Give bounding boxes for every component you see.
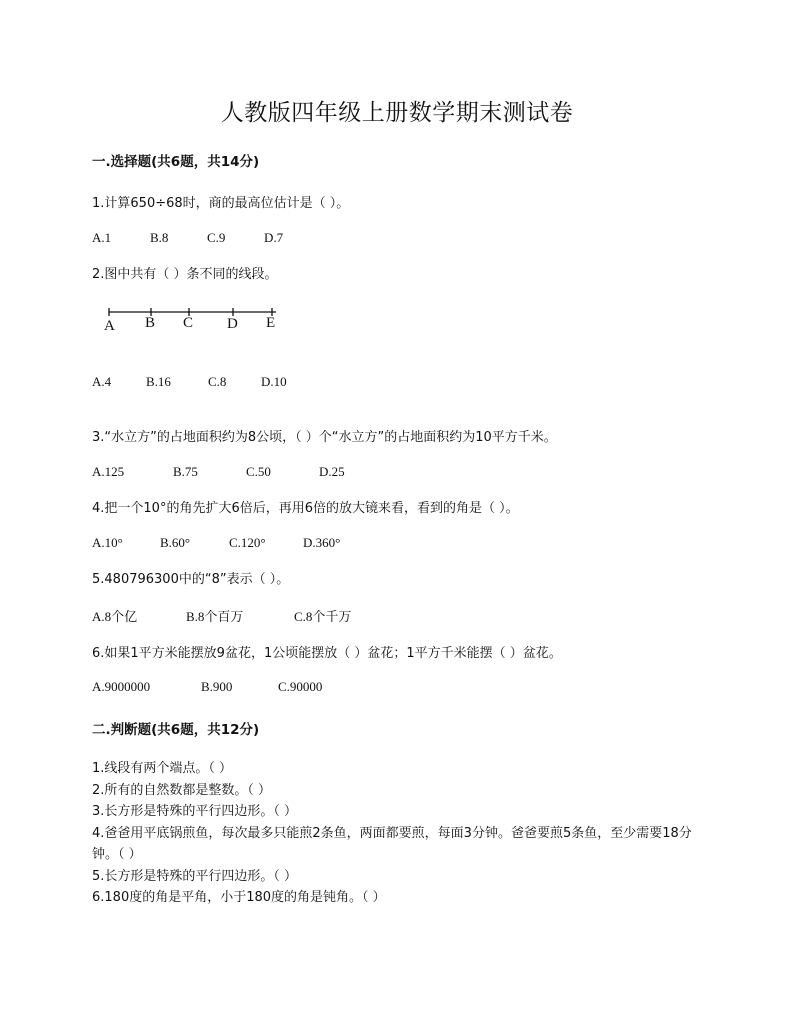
page-title: 人教版四年级上册数学期末测试卷 [220,100,574,126]
segment-label-c: C [183,315,194,331]
option: C.50 [246,464,271,479]
question-1-options [92,230,283,246]
option: B.8 [150,230,169,245]
option: C.8 [208,374,227,389]
judge-item: 2.所有的自然数都是整数。（ ） [92,782,272,798]
option: C.120° [229,535,266,550]
option: B.900 [201,679,233,694]
question-5: 5.480796300中的“8”表示（ ）。 [92,572,290,587]
segment-label-a: A [104,318,115,334]
option: B.8个百万 [186,609,244,624]
option: C.90000 [278,679,323,694]
question-4: 4.把一个10°的角先扩大6倍后，再用6倍的放大镜来看，看到的角是（ ）。 [92,501,519,516]
question-4-options [92,535,340,551]
question-1: 1.计算650÷68时，商的最高位估计是（ ）。 [92,196,350,211]
question-6-options [92,679,322,695]
option: A.10° [92,535,123,550]
option: B.75 [173,464,198,479]
option: A.8个亿 [92,609,138,624]
judge-list [92,758,702,909]
section-heading-choice: 一.选择题(共6题，共14分) [92,154,260,170]
option: C.8个千万 [294,609,352,624]
option: D.25 [319,464,345,479]
option: A.125 [92,464,125,479]
judge-item: 5.长方形是特殊的平行四边形。（ ） [92,868,298,884]
option: D.7 [264,230,284,245]
question-2-options [92,374,287,390]
option: A.4 [92,374,112,389]
question-3: 3.“水立方”的占地面积约为8公顷，（ ）个“水立方”的占地面积约为10平方千米。 [92,430,557,445]
option: A.9000000 [92,679,151,694]
option: B.16 [146,374,171,389]
option: D.10 [261,374,287,389]
segment-label-d: D [227,316,238,332]
question-3-options [92,464,345,480]
judge-item: 4.爸爸用平底锅煎鱼，每次最多只能煎2条鱼，两面都要煎，每面3分钟。爸爸要煎5条鱼，至少需要18分钟。（ ） [92,825,692,862]
section-heading-judge: 二.判断题(共6题，共12分) [92,722,260,738]
judge-item: 3.长方形是特殊的平行四边形。（ ） [92,804,298,819]
segment-label-e: E [266,315,276,331]
question-6: 6.如果1平方米能摆放9盆花，1公顷能摆放（ ）盆花；1平方千米能摆（ ）盆花。 [92,646,562,661]
question-5-options [92,606,351,625]
judge-item: 6.180度的角是平角，小于180度的角是钝角。（ ） [92,890,386,905]
option: C.9 [207,230,226,245]
option: B.60° [160,535,191,550]
line-segment-diagram [100,306,290,336]
question-2: 2.图中共有（ ）条不同的线段。 [92,267,278,282]
judge-item: 1.线段有两个端点。（ ） [92,761,233,776]
segment-label-b: B [145,315,156,331]
option: A.1 [92,230,112,245]
option: D.360° [303,535,341,550]
